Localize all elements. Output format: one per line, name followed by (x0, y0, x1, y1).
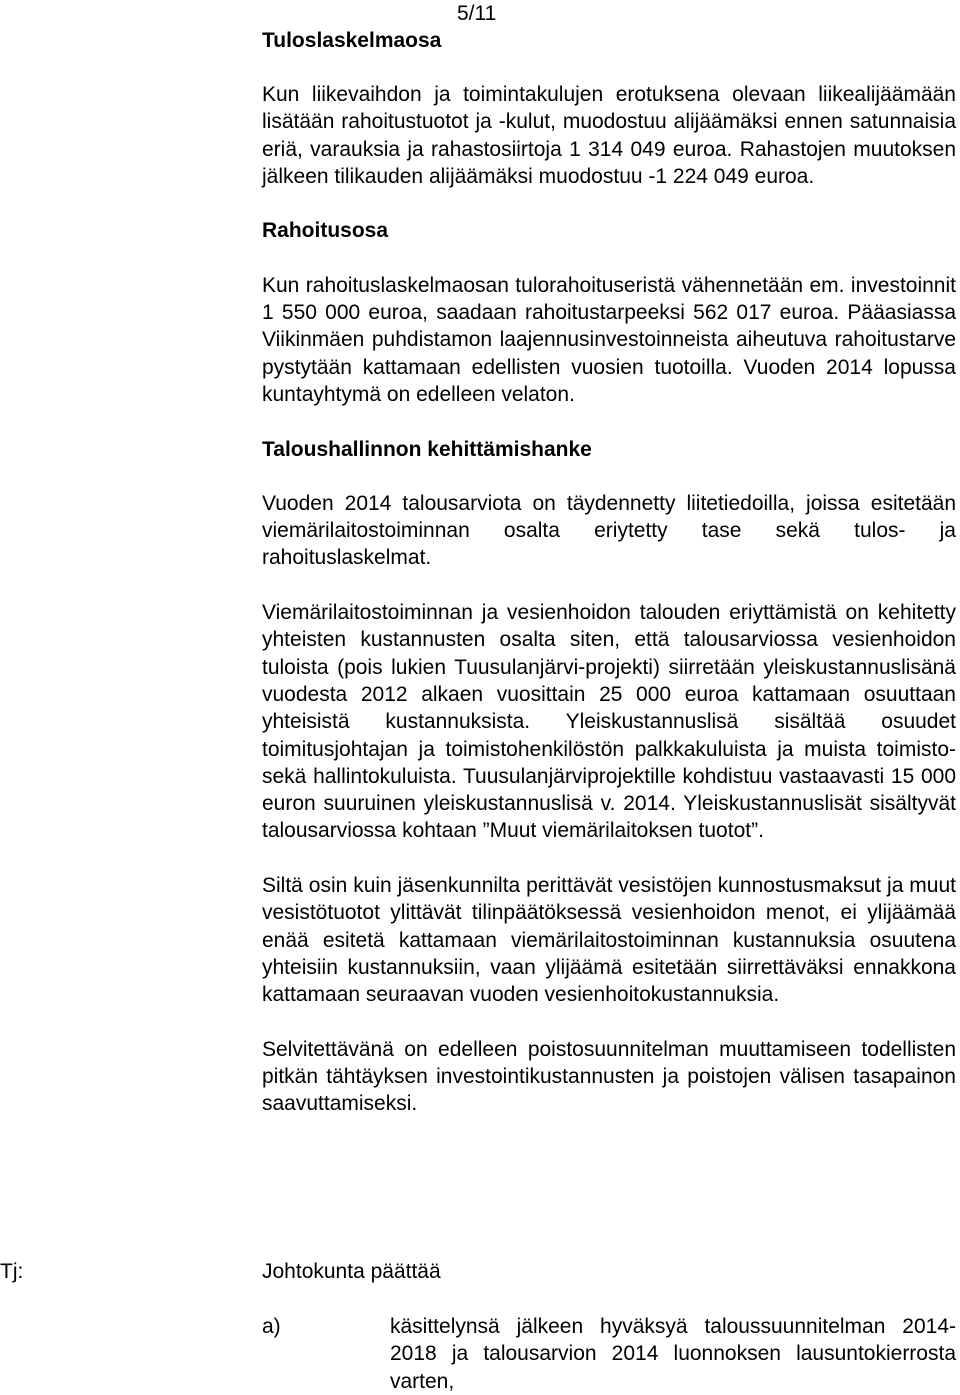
paragraph-talous-2: Viemärilaitostoiminnan ja vesienhoidon talouden eriyttämistä on kehitetty yhteisten kustannusten osalta siten, että talousarviossa vesienhoidon tuloista (pois lukien Tuusulanjärvi-projekti) siirretään yleiskustannuslisänä vuodesta 2012 alkaen vuosittain 25 000 euroa kattamaan osuuttaan yhteisistä kustannuksista. Yleiskustannuslisä sisältää osuudet toimitusjohtajan ja toimistohenkilöstön palkkakuluista ja muista toimisto- sekä hallintokuluista. Tuusulanjärviprojektille kohdistuu vastaavasti 15 000 euron suuruinen yleiskustannuslisä v. 2014. Yleiskustannuslisät sisältyvät talousarviossa kohtaan ”Muut viemärilaitoksen tuotot”. (262, 601, 956, 843)
paragraph-talous-4: Selvitettävänä on edelleen poistosuunnitelman muuttamiseen todellisten pitkän tähtäyksen investointikustannusten ja poistojen välisen tasapainon saavuttamiseksi. (262, 1037, 956, 1116)
section-title-rahoitusosa: Rahoitusosa (262, 219, 389, 243)
list-marker: a) (262, 1315, 281, 1338)
list-item (262, 1313, 956, 1395)
page-number: 5/11 (457, 2, 497, 25)
paragraph-talous-1: Vuoden 2014 talousarviota on täydennetty liitetiedoilla, joissa esitetään viemärilaitostoiminnan osalta eriytetty tase sekä tulos- ja rahoituslaskelmat. (262, 491, 956, 570)
document-body (262, 81, 956, 1145)
section-title-taloushallinto: Taloushallinnon kehittämishanke (262, 437, 592, 461)
paragraph-rahoitus: Kun rahoituslaskelmaosan tulorahoituseristä vähennetään em. investoinnit 1 550 000 euroa, saadaan rahoitustarpeeksi 562 017 euroa. Pääasiassa Viikinmäen puhdistamon laajennusinvestoinneista aiheutuva rahoitustarve pystytään kattamaan edellisten vuosien tuotoilla. Vuoden 2014 lopussa kuntayhtymä on edelleen velaton. (262, 273, 956, 406)
paragraph-talous-3: Siltä osin kuin jäsenkunnilta perittävät vesistöjen kunnostusmaksut ja muut vesistötuotot ylittävät tilinpäätöksessä vesienhoidon menot, ei ylijäämää enää esitetä kattamaan viemärilaitostoiminnan kustannuksia osuutena yhteisiin kustannuksiin, vaan ylijäämä esitetään siirrettäväksi ennakkona kattamaan seuraavan vuoden vesienhoitokustannuksia. (262, 874, 956, 1007)
decision-list (262, 1313, 956, 1395)
decision-label: Tj: (0, 1260, 24, 1283)
section-title-tuloslaskelmaosa: Tuloslaskelmaosa (262, 29, 442, 52)
paragraph-tuloslaskelma: Kun liikevaihdon ja toimintakulujen erotuksena olevaan liikealijäämään lisätään rahoitustuotot ja -kulut, muodostuu alijäämäksi ennen satunnaisia eriä, varauksia ja rahastosiirtoja 1 314 049 euroa. Rahastojen muutoksen jälkeen tilikauden alijäämäksi muodostuu -1 224 049 euroa. (262, 83, 956, 188)
list-item-text: käsittelynsä jälkeen hyväksyä taloussuunnitelman 2014-2018 ja talousarvion 2014 luonnoksen lausuntokierrosta varten, (390, 1315, 956, 1393)
decision-text: Johtokunta päättää (262, 1260, 441, 1283)
